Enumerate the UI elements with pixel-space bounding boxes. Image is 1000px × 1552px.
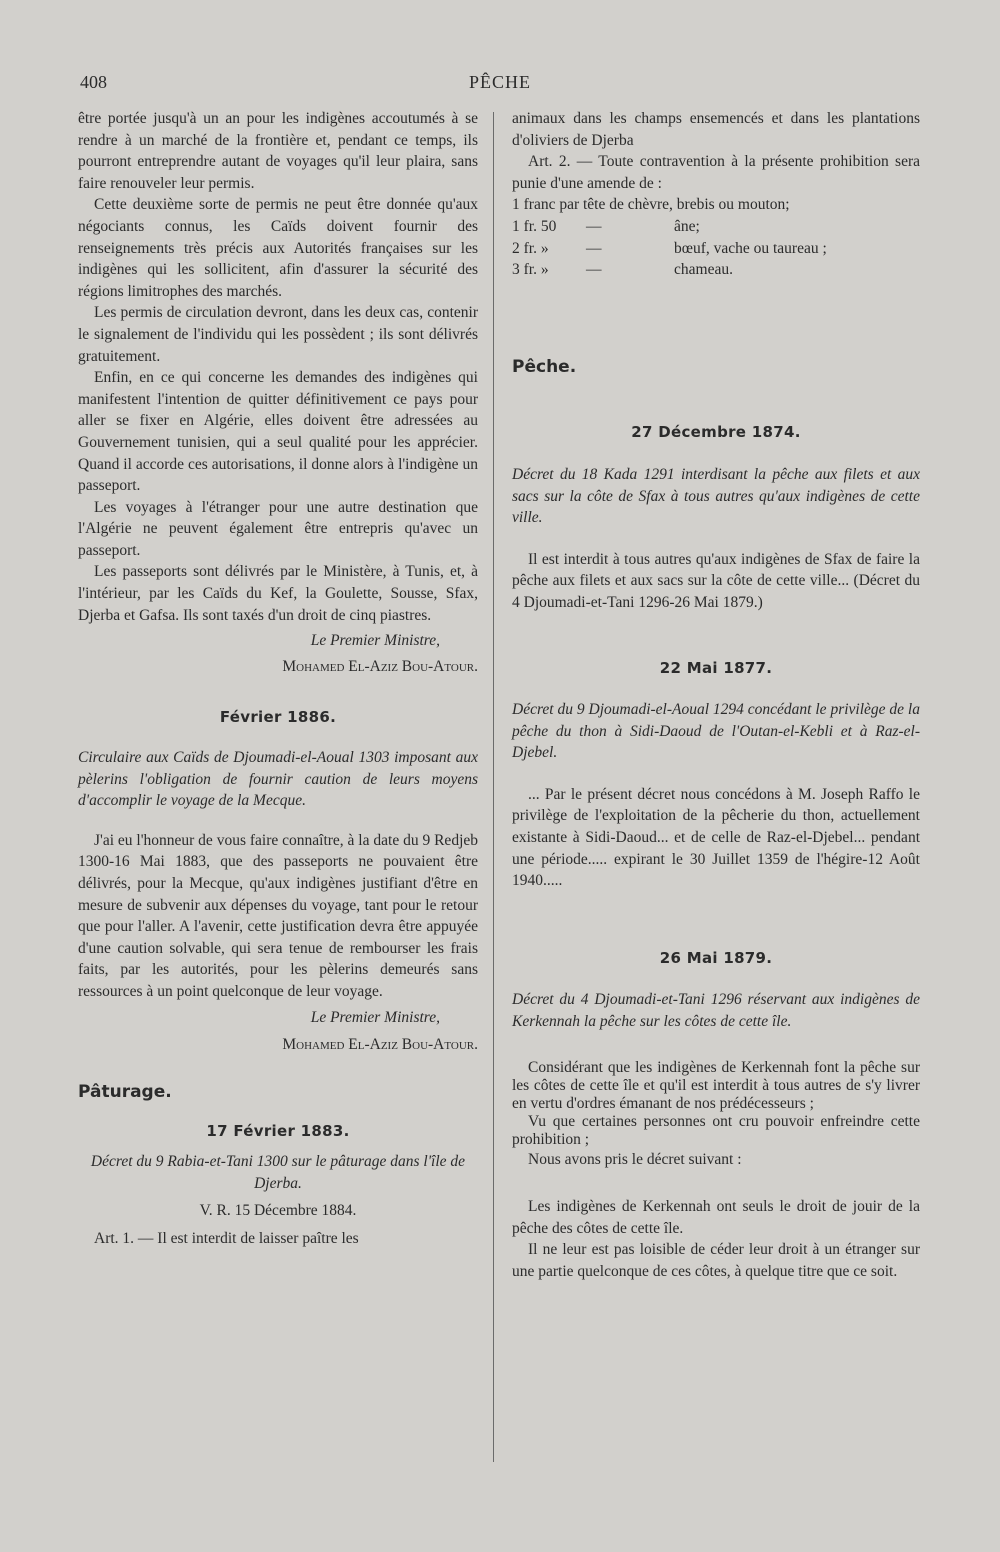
signature-name: Mohamed El-Aziz Bou-Atour. bbox=[282, 1036, 478, 1054]
section-date: 17 Février 1883. bbox=[206, 1122, 350, 1141]
signature-role: Le Premier Ministre, bbox=[310, 632, 440, 650]
paragraph: Considérant que les indigènes de Kerkennah font la pêche sur les côtes de cette île et qu'il est interdit à tous autres de s'y livrer en vertu d'ordres émanant de nos prédécesseurs ; bbox=[512, 1058, 920, 1112]
paragraph: Les passeports sont délivrés par le Ministère, à Tunis, et, à l'intérieur, par les Caïds du Kef, la Goulette, Sousse, Sfax, Djerba et Gafsa. Ils sont taxés d'un droit de cinq piastres. bbox=[78, 563, 478, 624]
paragraph: Nous avons pris le décret suivant : bbox=[528, 1150, 742, 1168]
section-heading: Pêche. bbox=[512, 356, 577, 377]
running-header bbox=[0, 72, 1000, 102]
article: Art. 2. — Toute contravention à la présente prohibition sera punie d'une amende de : bbox=[512, 153, 920, 192]
decree-title: Décret du 4 Djoumadi-et-Tani 1296 réservant aux indigènes de Kerkennah la pêche sur les côtes de cette île. bbox=[512, 991, 920, 1031]
signature-name: Mohamed El-Aziz Bou-Atour. bbox=[282, 657, 478, 675]
section-date: 27 Décembre 1874. bbox=[631, 423, 801, 442]
decree-title: Décret du 18 Kada 1291 interdisant la pêche aux filets et aux sacs sur la côte de Sfax à tous autres qu'aux indigènes de cette ville. bbox=[512, 465, 920, 527]
reference-note: V. R. 15 Décembre 1884. bbox=[199, 1202, 357, 1220]
column-divider bbox=[493, 112, 494, 1462]
paragraph: Vu que certaines personnes ont cru pouvoir enfreindre cette prohibition ; bbox=[512, 1112, 920, 1148]
article: Art. 1. — Il est interdit de laisser paître les bbox=[94, 1229, 359, 1247]
decree-title: Décret du 9 Rabia-et-Tani 1300 sur le pâturage dans l'île de Djerba. bbox=[90, 1152, 466, 1192]
paragraph: Il ne leur est pas loisible de céder leur droit à un étranger sur une partie quelconque de ces côtes, à quelque titre que ce soit. bbox=[512, 1241, 920, 1280]
paragraph: être portée jusqu'à un an pour les indigènes accoutumés à se rendre à un marché de la frontière et, pendant ce temps, ils pourront entreprendre autant de voyages qu'il leur plaira, sans faire renouveler leur permis. bbox=[78, 110, 478, 192]
section-date: Février 1886. bbox=[219, 708, 337, 727]
signature-role: Le Premier Ministre, bbox=[310, 1008, 440, 1026]
paragraph: animaux dans les champs ensemencés et dans les plantations d'oliviers de Djerba bbox=[512, 110, 920, 149]
running-title: PÊCHE bbox=[468, 72, 531, 92]
right-column bbox=[512, 108, 920, 1283]
section-heading: Pâturage. bbox=[78, 1081, 172, 1102]
fine-row: 3 fr. » — chameau. bbox=[512, 261, 733, 279]
paragraph: Il est interdit à tous autres qu'aux indigènes de Sfax de faire la pêche aux filets et aux sacs sur la côte de cette ville... (Décret du 4 Djoumadi-et-Tani 1296-26 Mai 1879.) bbox=[512, 550, 920, 611]
paragraph: ... Par le présent décret nous concédons à M. Joseph Raffo le privilège de l'exploitation de la pêcherie du thon, actuellement existante à Sidi-Daoud... et de celle de Raz-el-Djebel... pendant une période..... expirant le 30 Juillet 1359 de l'hégire-12 Août 1940..... bbox=[512, 785, 920, 890]
fine-row: 2 fr. » — bœuf, vache ou taureau ; bbox=[512, 239, 827, 257]
fine-row: 1 franc par tête de chèvre, brebis ou mouton; bbox=[512, 196, 790, 214]
paragraph: Les permis de circulation devront, dans les deux cas, contenir le signalement de l'individu qui les possèdent ; ils sont délivrés gratuitement. bbox=[78, 304, 478, 365]
paragraph: Les indigènes de Kerkennah ont seuls le droit de jouir de la pêche des côtes de cette île. bbox=[512, 1198, 920, 1237]
section-date: 26 Mai 1879. bbox=[659, 948, 773, 967]
paragraph: Les voyages à l'étranger pour une autre destination que l'Algérie ne peuvent également être entrepris qu'avec un passeport. bbox=[78, 498, 478, 559]
section-date: 22 Mai 1877. bbox=[659, 658, 773, 677]
page-number: 408 bbox=[80, 72, 107, 92]
paragraph: Cette deuxième sorte de permis ne peut être donnée qu'aux négociants connus, les Caïds doivent fournir des renseignements très précis aux Autorités françaises sur les indigènes qui les sollicitent, afin d'assurer la sécurité des régions limitrophes des marchés. bbox=[78, 196, 478, 300]
fine-row: 1 fr. 50 — âne; bbox=[512, 217, 700, 235]
decree-title: Décret du 9 Djoumadi-el-Aoual 1294 concédant le privilège de la pêche du thon à Sidi-Daoud de l'Outan-el-Kebli et à Raz-el-Djebel. bbox=[512, 701, 920, 762]
decree-title: Circulaire aux Caïds de Djoumadi-el-Aoual 1303 imposant aux pèlerins l'obligation de fournir caution de leurs moyens d'accomplir le voyage de la Mecque. bbox=[78, 749, 478, 810]
fine-list bbox=[512, 194, 920, 280]
left-column bbox=[78, 108, 478, 1249]
paragraph: Enfin, en ce qui concerne les demandes des indigènes qui manifestent l'intention de quitter définitivement ce pays pour aller se fixer en Algérie, elles doivent être adressées au Gouvernement tunisien, qui a seul qualité pour les apprécier. Quand il accorde ces autorisations, il donne alors à l'indigène un passeport. bbox=[78, 369, 478, 495]
paragraph: J'ai eu l'honneur de vous faire connaître, à la date du 9 Redjeb 1300-16 Mai 1883, que des passeports ne pouvaient être délivrés, pour la Mecque, qu'aux indigènes justifiant d'être en mesure de subvenir aux dépenses du voyage, tant pour le retour que pour l'aller. A l'avenir, cette justification devra être appuyée d'une caution solvable, qui sera tenue de rembourser les frais faits, par les autorités, pour les pèlerins demeurés sans ressources à un point quelconque de leur voyage. bbox=[78, 831, 478, 1000]
